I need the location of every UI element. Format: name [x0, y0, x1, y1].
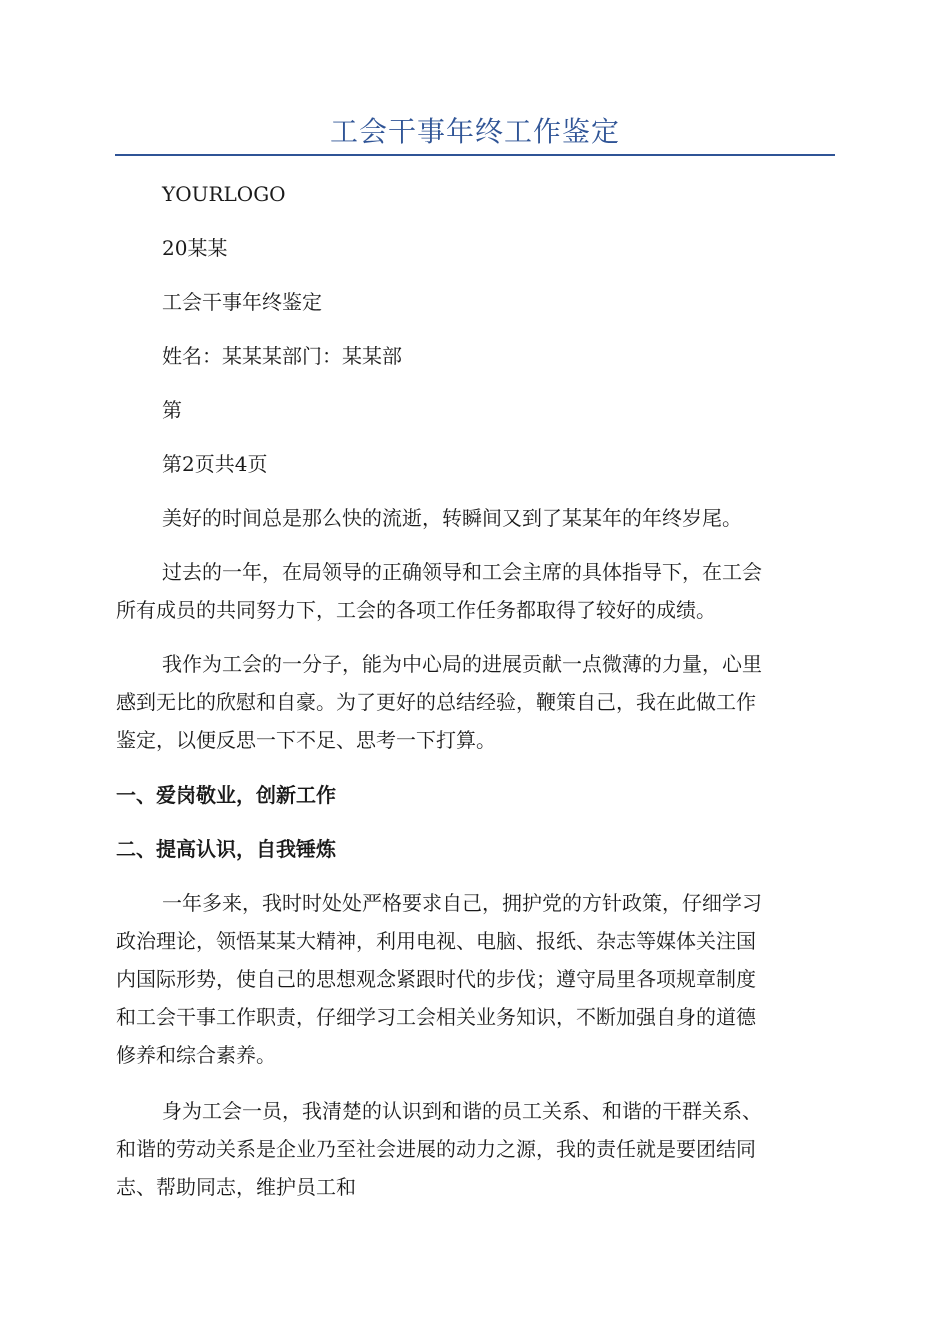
paragraph-line: 我作为工会的一分子，能为中心局的进展贡献一点微薄的力量，心里 — [162, 652, 762, 676]
page-info-text: 第2页共4页 — [162, 452, 268, 476]
paragraph-line: 所有成员的共同努力下，工会的各项工作任务都取得了较好的成绩。 — [116, 598, 716, 622]
paragraph-1 — [116, 499, 835, 537]
paragraph-line: 和谐的劳动关系是企业乃至社会进展的动力之源，我的责任就是要团结同 — [116, 1137, 756, 1161]
paragraph-line: 身为工会一员，我清楚的认识到和谐的员工关系、和谐的干群关系、 — [162, 1099, 762, 1123]
section-heading-1: 一、爱岗敬业，创新工作 — [116, 783, 336, 807]
paragraph-3 — [116, 645, 835, 759]
section-heading-2: 二、提高认识，自我锤炼 — [116, 837, 336, 861]
title-underline — [115, 154, 835, 156]
di-text: 第 — [162, 398, 182, 422]
name-dept-text: 姓名：某某某部门：某某部 — [162, 344, 402, 368]
document-title: 工会干事年终工作鉴定 — [329, 115, 620, 148]
paragraph-line: 感到无比的欣慰和自豪。为了更好的总结经验，鞭策自己，我在此做工作 — [116, 690, 756, 714]
logo-text: YOURLOGO — [162, 182, 286, 206]
paragraph-line: 过去的一年，在局领导的正确领导和工会主席的具体指导下，在工会 — [162, 560, 762, 584]
paragraph-5 — [116, 1092, 835, 1206]
paragraph-2 — [116, 553, 835, 629]
paragraph-line: 美好的时间总是那么快的流逝，转瞬间又到了某某年的年终岁尾。 — [162, 506, 742, 530]
year-text: 20某某 — [162, 236, 228, 260]
paragraph-line: 内国际形势，使自己的思想观念紧跟时代的步伐；遵守局里各项规章制度 — [116, 967, 756, 991]
paragraph-line: 一年多来，我时时处处严格要求自己，拥护党的方针政策，仔细学习 — [162, 891, 762, 915]
paragraph-line: 和工会干事工作职责，仔细学习工会相关业务知识，不断加强自身的道德 — [116, 1005, 756, 1029]
paragraph-4 — [116, 884, 835, 1074]
paragraph-line: 修养和综合素养。 — [116, 1043, 276, 1067]
subtitle-text: 工会干事年终鉴定 — [162, 290, 322, 314]
paragraph-line: 政治理论，领悟某某大精神，利用电视、电脑、报纸、杂志等媒体关注国 — [116, 929, 756, 953]
paragraph-line: 志、帮助同志，维护员工和 — [116, 1175, 356, 1199]
paragraph-line: 鉴定，以便反思一下不足、思考一下打算。 — [116, 728, 496, 752]
